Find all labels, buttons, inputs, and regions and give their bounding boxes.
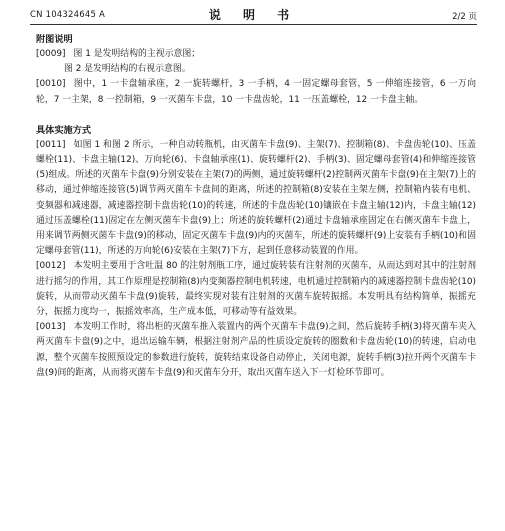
paragraph-number: [0009] bbox=[36, 49, 66, 59]
page-indicator: 2/2 页 bbox=[452, 12, 477, 22]
header-divider bbox=[30, 24, 477, 25]
section-heading-drawings: 附图说明 bbox=[36, 34, 73, 45]
paragraph-fig2 bbox=[36, 62, 476, 77]
patent-number: CN 104324645 A bbox=[30, 10, 105, 20]
page-header bbox=[30, 6, 477, 24]
paragraph-number: [0013] bbox=[36, 322, 66, 333]
paragraph-0013 bbox=[36, 320, 476, 381]
paragraph-text: 图 2 是发明结构的右视示意图。 bbox=[64, 64, 191, 75]
paragraph-number: [0012] bbox=[36, 261, 66, 272]
paragraph-0010 bbox=[36, 77, 476, 107]
paragraph-text: 本发明主要用于含吐温 80 的注射剂瓶工序，通过旋转装有注射剂的灭菌车，从而达到对其中的注射剂进行摇匀的作用，其工作原理是控制箱(8)内变频器控制电机转速，电机通过控制箱内的减速器控制卡盘齿轮(10)旋转，从而带动灭菌车卡盘(9)旋转，最终实现对装有注射剂的灭菌车旋转振摇。本发明具有结构简单，振摇充分，振摇力度均一，振摇效率高，生产成本低，可移动等有益效果。 bbox=[36, 261, 476, 318]
paragraph-number: [0010] bbox=[36, 79, 66, 90]
paragraph-text: 图中，1 一卡盘轴承座，2 一旋转螺杆，3 一手柄，4 一固定螺母套管，5 一伸缩连接管，6 一万向轮，7 一主架，8 一控制箱，9 一灭菌车卡盘，10 一卡盘齿轮，11 一压盖螺栓，12 一卡盘主轴。 bbox=[36, 79, 476, 105]
paragraph-0011 bbox=[36, 138, 476, 260]
section-gap bbox=[36, 108, 476, 124]
paragraph-0012 bbox=[36, 259, 476, 320]
paragraph-text: 图 1 是发明结构的主视示意图； bbox=[73, 49, 201, 59]
paragraph-text: 本发明工作时，将出柜的灭菌车推入装置内的两个灭菌车卡盘(9)之间，然后旋转手柄(3)将灭菌车夹入两灭菌车卡盘(9)之中，退出运输车辆，根据注射剂产品的性质设定旋转的圈数和卡盘齿轮(10)的转速，启动电源，整个灭菌车按照预设定的参数进行旋转，旋转结束设备自动停止，关闭电源，旋转手柄(3)拉开两个灭菌车卡盘(9)间的距离，从而将灭菌车卡盘(9)和灭菌车分开，取出灭菌车送入下一灯检环节即可。 bbox=[36, 322, 476, 378]
document-body bbox=[36, 33, 476, 381]
document-title: 说 明 书 bbox=[208, 8, 299, 22]
paragraph-0009 bbox=[36, 47, 476, 62]
paragraph-text: 如图 1 和图 2 所示，一种自动转瓶机，由灭菌车卡盘(9)、主架(7)、控制箱(8)、卡盘齿轮(10)、压盖螺栓(11)、卡盘主轴(12)、万向轮(6)、卡盘轴承座(1)、旋转螺杆(2)、手柄(3)、固定螺母套管(4)和伸缩连接管(5)组成。所述的灭菌车卡盘(9)分别安装在主架(7)的两侧，通过旋转螺杆(2)控制两灭菌车卡盘(9)在主架(7)上的移动，通过伸缩连接管(5)调节两灭菌车卡盘间的距离，所述的控制箱(8)安装在主架左侧，控制箱内装有电机、变频器和减速器，减速器控制卡盘齿轮(10)的转速，所述的卡盘齿轮(10)镶嵌在卡盘主轴(12)内，卡盘主轴(12)通过压盖螺栓(11)固定在左侧灭菌车卡盘(9)上；所述的旋转螺杆(2)通过卡盘轴承座固定在右侧灭菌车卡盘上，用来调节两侧灭菌车卡盘(9)的移动，固定灭菌车卡盘(9)内的灭菌车，所述的旋转螺杆(9)上安装有手柄(10)和固定螺母套管(11)，所述的万向轮(6)安装在主架(7)下方，起到任意移动装置的作用。 bbox=[36, 139, 476, 257]
paragraph-number: [0011] bbox=[36, 139, 66, 150]
section-heading-embodiment: 具体实施方式 bbox=[36, 124, 92, 136]
